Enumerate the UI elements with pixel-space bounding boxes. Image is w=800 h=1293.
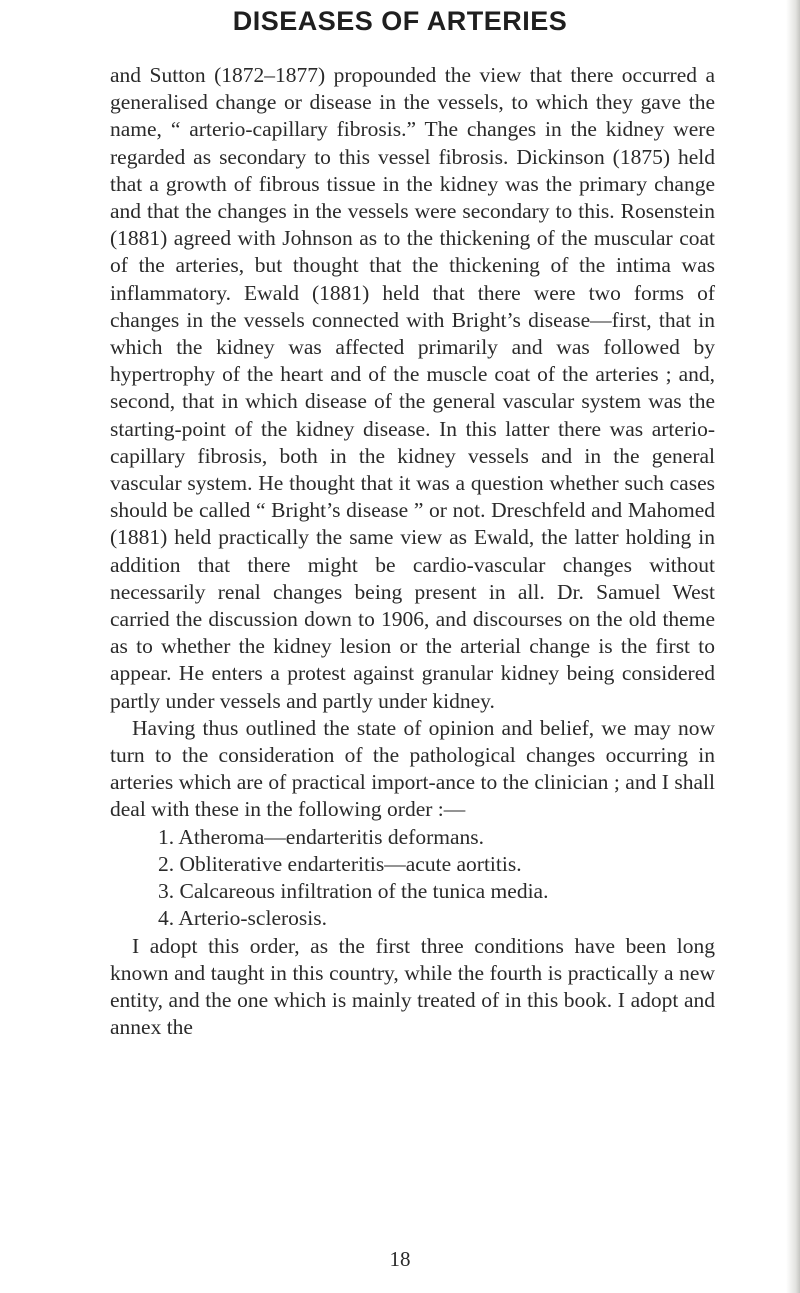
paragraph-closing: I adopt this order, as the first three conditions have been long known and taught in this country, while the fourth is practically a new entity, and the one which is mainly treated of in this book. I adopt and annex the xyxy=(110,933,715,1040)
running-head: DISEASES OF ARTERIES xyxy=(232,6,568,36)
list-item: 4. Arterio-sclerosis. xyxy=(158,906,327,931)
page-edge-shadow xyxy=(786,0,800,1293)
page-number: 18 xyxy=(389,1247,411,1271)
body-text xyxy=(110,62,715,1041)
list-item: 1. Atheroma—endarteritis deformans. xyxy=(158,824,484,849)
paragraph-continued: and Sutton (1872–1877) propounded the view that there occurred a generalised change or disease in the vessels, to which they gave the name, “ arterio-capillary fibrosis.” The changes in the kidney were regarded as secondary to this vessel fibrosis. Dickinson (1875) held that a growth of fibrous tissue in the kidney was the primary change and that the changes in the vessels were secondary to this. Rosenstein (1881) agreed with Johnson as to the thickening of the muscular coat of the arteries, but thought that the thickening of the intima was inflammatory. Ewald (1881) held that there were two forms of changes in the vessels connected with Bright’s disease—first, that in which the kidney was affected primarily and was followed by hypertrophy of the heart and of the muscle coat of the arteries ; and, second, that in which disease of the general vascular system was the starting-point of the kidney disease. In this latter there was arterio-capillary fibrosis, both in the kidney vessels and in the general vascular system. He thought that it was a question whether such cases should be called “ Bright’s disease ” or not. Dreschfeld and Mahomed (1881) held practically the same view as Ewald, the latter holding in addition that there might be cardio-vascular changes without necessarily renal changes being present in all. Dr. Samuel West carried the discussion down to 1906, and discourses on the old theme as to whether the kidney lesion or the arterial change is the first to appear. He enters a protest against granular kidney being considered partly under vessels and partly under kidney. xyxy=(110,63,715,713)
paragraph-opinion-outline: Having thus outlined the state of opinion and belief, we may now turn to the consideration of the pathological changes occurring in arteries which are of practical import-ance to the clinician ; and I shall deal with these in the following order :— xyxy=(110,715,715,822)
conditions-list xyxy=(110,824,715,933)
list-item: 2. Obliterative endarteritis—acute aortitis. xyxy=(158,851,522,876)
list-item: 3. Calcareous infiltration of the tunica media. xyxy=(158,879,549,904)
